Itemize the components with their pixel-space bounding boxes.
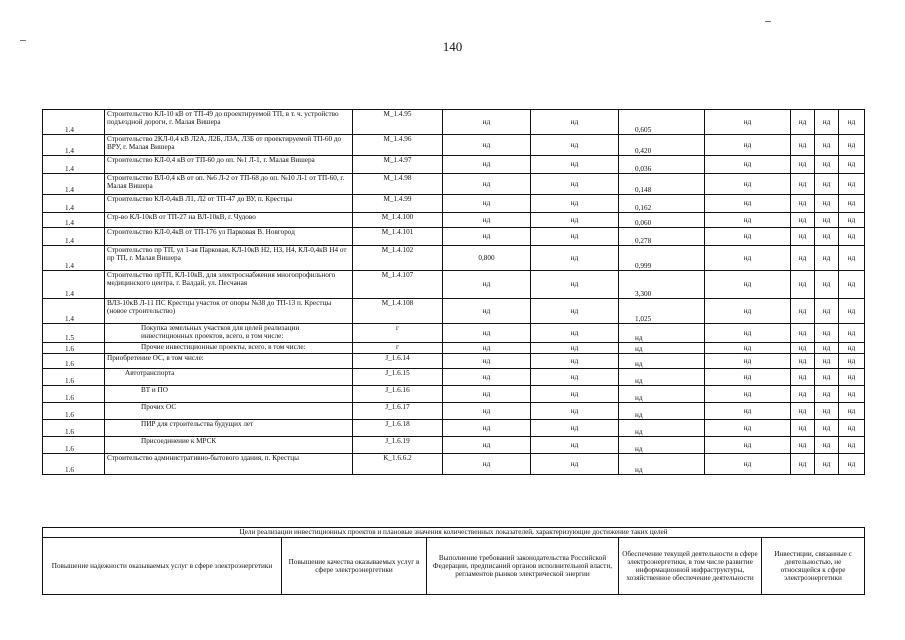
value-cell: нд (531, 156, 619, 174)
section-cell: 1.6 (43, 403, 105, 420)
section-cell: 1.5 (43, 324, 105, 343)
value-cell: нд (443, 299, 531, 324)
value-cell: нд (791, 195, 815, 213)
value-cell: нд (531, 354, 619, 369)
project-name-cell: ВТ и ПО (105, 386, 353, 403)
section-cell: 1.6 (43, 354, 105, 369)
value-cell: нд (443, 324, 531, 343)
value-cell: нд (705, 386, 791, 403)
goal-non-energy-investment: Инвестиции, связанные с деятельностью, не относящейся к сфере электроэнергетики (762, 538, 865, 595)
goals-table (42, 527, 865, 595)
value-cell: нд (705, 299, 791, 324)
project-name-cell: Строительство КЛ-10 кВ от ТП-49 до проектируемой ТП, в т. ч. устройство подъездной дороги, г. Малая Вишера (105, 110, 353, 135)
table-row (43, 454, 865, 475)
project-code-cell: J_1.6.15 (353, 369, 443, 386)
section-cell: 1.6 (43, 386, 105, 403)
value-cell: нд (839, 386, 865, 403)
value-cell: нд (815, 403, 839, 420)
value-cell: нд (705, 369, 791, 386)
value-cell: нд (531, 437, 619, 454)
value-cell: нд (619, 437, 705, 454)
value-cell: нд (705, 110, 791, 135)
value-cell: нд (791, 213, 815, 228)
value-cell: нд (619, 324, 705, 343)
value-cell: нд (791, 135, 815, 156)
section-cell: 1.6 (43, 437, 105, 454)
value-cell: нд (839, 324, 865, 343)
value-cell: нд (443, 110, 531, 135)
value-cell: нд (815, 195, 839, 213)
value-cell: нд (791, 437, 815, 454)
project-name-cell: Прочие инвестиционные проекты, всего, в том числе: (105, 343, 353, 354)
project-code-cell: г (353, 343, 443, 354)
value-cell: нд (815, 454, 839, 475)
value-cell: нд (815, 271, 839, 299)
section-cell: 1.4 (43, 228, 105, 246)
table-row (43, 369, 865, 386)
project-name-cell: Приобретение ОС, в том числе: (105, 354, 353, 369)
project-code-cell: M_1.4.108 (353, 299, 443, 324)
project-code-cell: J_1.6.14 (353, 354, 443, 369)
section-cell: 1.4 (43, 213, 105, 228)
value-cell: нд (531, 420, 619, 437)
value-cell: 1,025 (619, 299, 705, 324)
value-cell: нд (839, 354, 865, 369)
table-row (43, 437, 865, 454)
value-cell: нд (791, 228, 815, 246)
value-cell: нд (443, 454, 531, 475)
value-cell: нд (815, 343, 839, 354)
value-cell: нд (705, 213, 791, 228)
project-code-cell: M_1.4.102 (353, 246, 443, 271)
value-cell: нд (839, 110, 865, 135)
goal-reliability: Повышение надежности оказываемых услуг в сфере электроэнергетики (43, 538, 282, 595)
project-name-cell: Строительство административно-бытового здания, п. Крестцы (105, 454, 353, 475)
value-cell: нд (791, 420, 815, 437)
project-name-cell: ПИР для строительства будущих лет (105, 420, 353, 437)
value-cell: нд (619, 420, 705, 437)
value-cell: нд (619, 386, 705, 403)
value-cell: нд (791, 454, 815, 475)
section-cell: 1.6 (43, 369, 105, 386)
value-cell: нд (839, 343, 865, 354)
value-cell: нд (443, 135, 531, 156)
section-cell: 1.6 (43, 454, 105, 475)
project-name-cell: Строительство пр ТП, ул 1-ая Парковая, КЛ-10кВ Н2, Н3, Н4, КЛ-0,4кВ Н4 от пр ТП, г. Малая Вишера (105, 246, 353, 271)
value-cell: 0,800 (443, 246, 531, 271)
value-cell: нд (705, 420, 791, 437)
project-code-cell: K_1.6.6.2 (353, 454, 443, 475)
project-name-cell: Строительство прТП, КЛ-10кВ, для электроснабжения многопрофильного медицинского центра, г. Валдай, ул. Песчаная (105, 271, 353, 299)
value-cell: нд (443, 156, 531, 174)
value-cell: нд (815, 437, 839, 454)
value-cell: нд (791, 369, 815, 386)
value-cell: нд (705, 156, 791, 174)
project-name-cell: Строительство КЛ-0,4кВ от ТП-176 ул Парковая В. Новгород (105, 228, 353, 246)
goal-legal-compliance: Выполнение требований законодательства Российской Федерации, предписаний органов исполнительной власти, регламентов рынков электрической энергии (427, 538, 619, 595)
table-row (43, 135, 865, 156)
value-cell: нд (443, 343, 531, 354)
value-cell: нд (839, 156, 865, 174)
value-cell: нд (443, 228, 531, 246)
table-row (43, 299, 865, 324)
project-code-cell: M_1.4.97 (353, 156, 443, 174)
project-name-cell: Присоединение к МРСК (105, 437, 353, 454)
value-cell: нд (443, 174, 531, 195)
value-cell: нд (791, 324, 815, 343)
value-cell: нд (443, 403, 531, 420)
table-row (43, 420, 865, 437)
project-name-cell: Строительство 2КЛ-0,4 кВ Л2А, Л2Б, Л3А, Л3Б от проектируемой ТП-60 до ВРУ, г. Малая Вишера (105, 135, 353, 156)
project-name-cell: ВЛЗ-10кВ Л-11 ПС Крестцы участок от опоры №38 до ТП-13 п. Крестцы (новое строительство) (105, 299, 353, 324)
value-cell: нд (815, 213, 839, 228)
value-cell: нд (815, 324, 839, 343)
value-cell: нд (839, 195, 865, 213)
value-cell: нд (619, 369, 705, 386)
table-row (43, 174, 865, 195)
section-cell: 1.6 (43, 343, 105, 354)
value-cell: нд (815, 354, 839, 369)
value-cell: нд (705, 343, 791, 354)
value-cell: нд (791, 386, 815, 403)
value-cell: нд (531, 386, 619, 403)
table-row (43, 403, 865, 420)
project-code-cell: J_1.6.16 (353, 386, 443, 403)
value-cell: нд (531, 195, 619, 213)
value-cell: нд (839, 246, 865, 271)
value-cell: нд (531, 454, 619, 475)
value-cell: нд (531, 403, 619, 420)
value-cell: нд (839, 271, 865, 299)
project-code-cell: M_1.4.95 (353, 110, 443, 135)
project-code-cell: M_1.4.99 (353, 195, 443, 213)
table-row (43, 324, 865, 343)
value-cell: нд (791, 299, 815, 324)
value-cell: нд (791, 110, 815, 135)
value-cell: нд (815, 369, 839, 386)
value-cell: нд (531, 369, 619, 386)
value-cell: нд (443, 354, 531, 369)
value-cell: нд (791, 354, 815, 369)
value-cell: 0,278 (619, 228, 705, 246)
project-name-cell: Стр-во КЛ-10кВ от ТП-27 на ВЛ-10кВ, г. Чудово (105, 213, 353, 228)
section-cell: 1.4 (43, 246, 105, 271)
value-cell: нд (839, 174, 865, 195)
project-code-cell: J_1.6.17 (353, 403, 443, 420)
value-cell: нд (531, 299, 619, 324)
table-row (43, 228, 865, 246)
section-cell: 1.6 (43, 420, 105, 437)
project-name-cell: Строительство ВЛ-0,4 кВ от оп. №6 Л-2 от ТП-68 до оп. №10 Л-1 от ТП-60, г. Малая Вишера (105, 174, 353, 195)
goal-current-operations: Обеспечение текущей деятельности в сфере электроэнергетики, в том числе развитие информационной инфраструктуры, хозяйственное обеспечение деятельности (619, 538, 762, 595)
value-cell: нд (705, 271, 791, 299)
project-code-cell: M_1.4.98 (353, 174, 443, 195)
value-cell: нд (839, 454, 865, 475)
value-cell: нд (839, 420, 865, 437)
value-cell: нд (531, 246, 619, 271)
project-code-cell: г (353, 324, 443, 343)
value-cell: нд (705, 437, 791, 454)
goal-quality: Повышение качества оказываемых услуг в сфере электроэнергетики (282, 538, 427, 595)
value-cell: 0,162 (619, 195, 705, 213)
value-cell: 0,999 (619, 246, 705, 271)
table-row (43, 156, 865, 174)
section-cell: 1.4 (43, 174, 105, 195)
value-cell: нд (839, 403, 865, 420)
section-cell: 1.4 (43, 299, 105, 324)
table-row (43, 213, 865, 228)
value-cell: нд (791, 174, 815, 195)
project-code-cell: M_1.4.101 (353, 228, 443, 246)
value-cell: нд (531, 213, 619, 228)
value-cell: нд (815, 110, 839, 135)
project-name-cell: Покупка земельных участков для целей реализации инвестиционных проектов, всего, в том числе: (105, 324, 353, 343)
project-name-cell: Прочих ОС (105, 403, 353, 420)
value-cell: нд (531, 271, 619, 299)
value-cell: нд (705, 454, 791, 475)
value-cell: нд (815, 135, 839, 156)
value-cell: 0,036 (619, 156, 705, 174)
value-cell: нд (619, 343, 705, 354)
value-cell: нд (791, 156, 815, 174)
value-cell: нд (619, 354, 705, 369)
value-cell: нд (619, 454, 705, 475)
project-name-cell: Строительство КЛ-0,4кВ Л1, Л2 от ТП-47 до ВУ, п. Крестцы (105, 195, 353, 213)
value-cell: нд (815, 299, 839, 324)
value-cell: нд (839, 369, 865, 386)
value-cell: нд (815, 174, 839, 195)
page-number: 140 (442, 39, 463, 54)
value-cell: нд (443, 386, 531, 403)
value-cell: нд (705, 135, 791, 156)
value-cell: нд (443, 213, 531, 228)
section-cell: 1.4 (43, 135, 105, 156)
section-cell: 1.4 (43, 156, 105, 174)
value-cell: 0,148 (619, 174, 705, 195)
project-code-cell: M_1.4.96 (353, 135, 443, 156)
table-row (43, 271, 865, 299)
value-cell: нд (619, 403, 705, 420)
table-row (43, 386, 865, 403)
value-cell: нд (531, 343, 619, 354)
value-cell: нд (705, 174, 791, 195)
value-cell: нд (839, 437, 865, 454)
value-cell: нд (815, 420, 839, 437)
corner-mark-top-right (765, 21, 771, 22)
value-cell: нд (791, 343, 815, 354)
value-cell: нд (705, 354, 791, 369)
project-code-cell: M_1.4.100 (353, 213, 443, 228)
value-cell: нд (815, 228, 839, 246)
value-cell: нд (791, 246, 815, 271)
value-cell: нд (531, 228, 619, 246)
value-cell: нд (531, 110, 619, 135)
value-cell: нд (705, 324, 791, 343)
value-cell: 0,605 (619, 110, 705, 135)
value-cell: 3,300 (619, 271, 705, 299)
value-cell: нд (839, 213, 865, 228)
section-cell: 1.4 (43, 110, 105, 135)
table-row (43, 354, 865, 369)
table-row (43, 110, 865, 135)
investment-table (42, 109, 865, 475)
value-cell: нд (815, 386, 839, 403)
value-cell: нд (705, 195, 791, 213)
value-cell: нд (705, 228, 791, 246)
value-cell: нд (531, 174, 619, 195)
value-cell: нд (443, 271, 531, 299)
value-cell: нд (443, 195, 531, 213)
table-row (43, 343, 865, 354)
value-cell: нд (815, 156, 839, 174)
value-cell: нд (839, 228, 865, 246)
value-cell: нд (839, 135, 865, 156)
value-cell: нд (839, 299, 865, 324)
value-cell: нд (531, 324, 619, 343)
value-cell: нд (443, 437, 531, 454)
section-cell: 1.4 (43, 271, 105, 299)
value-cell: нд (443, 369, 531, 386)
project-name-cell: Строительство КЛ-0,4 кВ от ТП-60 до оп. №1 Л-1, г. Малая Вишера (105, 156, 353, 174)
project-code-cell: M_1.4.107 (353, 271, 443, 299)
section-cell: 1.4 (43, 195, 105, 213)
project-code-cell: J_1.6.18 (353, 420, 443, 437)
value-cell: нд (705, 403, 791, 420)
value-cell: нд (443, 420, 531, 437)
value-cell: нд (791, 271, 815, 299)
goals-header: Цели реализации инвестиционных проектов и плановые значения количественных показателей, характеризующие достижение таких целей (43, 528, 865, 538)
project-code-cell: J_1.6.19 (353, 437, 443, 454)
project-name-cell: Автотранспорта (105, 369, 353, 386)
value-cell: нд (705, 246, 791, 271)
table-row (43, 195, 865, 213)
table-row (43, 246, 865, 271)
value-cell: нд (791, 403, 815, 420)
value-cell: 0,060 (619, 213, 705, 228)
value-cell: нд (531, 135, 619, 156)
value-cell: нд (815, 246, 839, 271)
value-cell: 0,420 (619, 135, 705, 156)
